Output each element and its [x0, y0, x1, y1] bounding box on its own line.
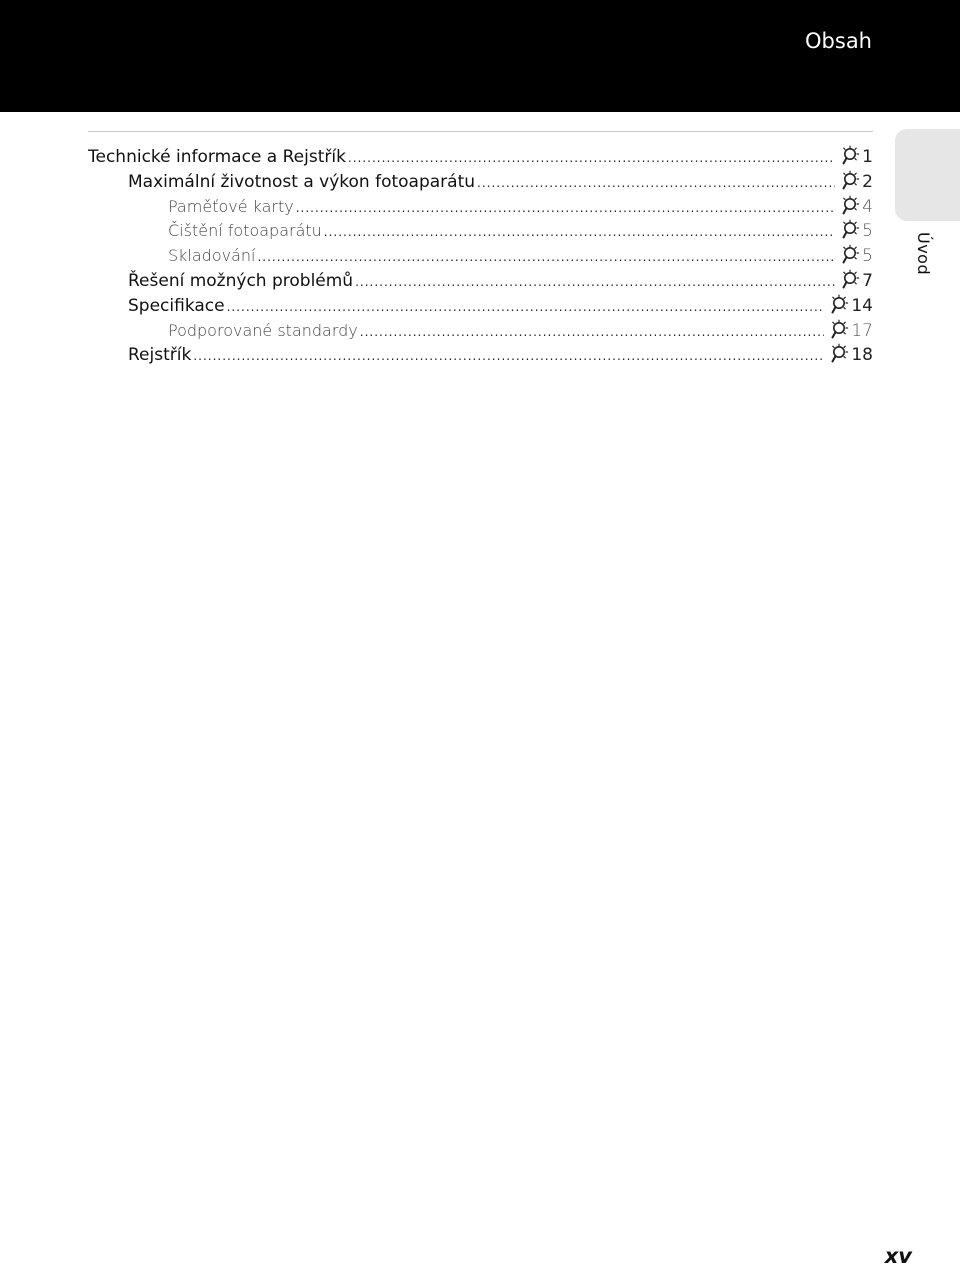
toc-dot-leader [348, 151, 835, 165]
toc-entry[interactable] [88, 291, 873, 316]
toc-page-number: 14 [851, 295, 873, 316]
lightbulb-reference-icon [841, 195, 861, 215]
toc-entry[interactable] [88, 142, 873, 167]
toc-entry-label: Rejstřík [128, 345, 192, 366]
toc-dot-leader [296, 201, 835, 215]
section-side-tab[interactable] [895, 129, 960, 221]
toc-entry[interactable] [88, 241, 873, 266]
toc-entry[interactable] [88, 266, 873, 291]
toc-entry[interactable] [88, 316, 873, 341]
section-side-tab-label: Úvod [914, 232, 933, 276]
header-title: Obsah [805, 29, 872, 53]
lightbulb-reference-icon [841, 244, 861, 264]
toc-page-ref[interactable] [841, 192, 873, 217]
toc-entry-label: Technické informace a Rejstřík [88, 147, 346, 167]
page-number: xv [884, 1244, 912, 1268]
toc-dot-leader [227, 300, 825, 314]
lightbulb-reference-icon [841, 170, 861, 190]
toc-entry-label: Specifikace [128, 295, 225, 316]
lightbulb-reference-icon [830, 294, 850, 314]
toc-entry-label: Maximální životnost a výkon fotoaparátu [128, 171, 476, 192]
toc-page-number: 2 [862, 171, 873, 192]
table-of-contents [88, 142, 873, 365]
toc-entry[interactable] [88, 216, 873, 241]
toc-dot-leader [477, 176, 835, 190]
toc-entry[interactable] [88, 340, 873, 365]
toc-page-ref[interactable] [841, 241, 873, 266]
toc-entry-label: Řešení možných problémů [128, 270, 354, 291]
toc-top-rule [88, 131, 873, 132]
lightbulb-reference-icon [841, 219, 861, 239]
toc-entry[interactable] [88, 192, 873, 217]
toc-page-ref[interactable] [841, 167, 873, 192]
toc-entry[interactable] [88, 167, 873, 192]
header-bar [0, 0, 960, 112]
toc-page-ref[interactable] [830, 340, 873, 365]
lightbulb-reference-icon [830, 319, 850, 339]
toc-dot-leader [257, 250, 835, 264]
lightbulb-reference-icon [841, 269, 861, 289]
toc-page-ref[interactable] [830, 291, 873, 316]
toc-page-number: 18 [851, 345, 873, 366]
toc-entry-label: Čištění fotoaparátu [168, 221, 322, 241]
toc-page-number: 7 [862, 270, 873, 291]
toc-page-number: 4 [862, 196, 873, 217]
toc-page-ref[interactable] [830, 316, 873, 341]
toc-dot-leader [360, 325, 825, 339]
toc-entry-label: Paměťové karty [168, 196, 294, 216]
toc-page-ref[interactable] [841, 266, 873, 291]
lightbulb-reference-icon [841, 145, 861, 165]
toc-page-number: 5 [862, 246, 873, 266]
toc-entry-label: Skladování [168, 246, 256, 266]
toc-page-ref[interactable] [841, 216, 873, 241]
toc-entry-label: Podporované standardy [168, 320, 358, 340]
toc-dot-leader [193, 349, 824, 363]
toc-page-number: 17 [851, 320, 873, 341]
toc-page-ref[interactable] [841, 142, 873, 167]
toc-page-number: 1 [862, 147, 873, 167]
toc-dot-leader [324, 225, 835, 239]
toc-dot-leader [355, 275, 835, 289]
lightbulb-reference-icon [830, 343, 850, 363]
toc-page-number: 5 [862, 221, 873, 242]
